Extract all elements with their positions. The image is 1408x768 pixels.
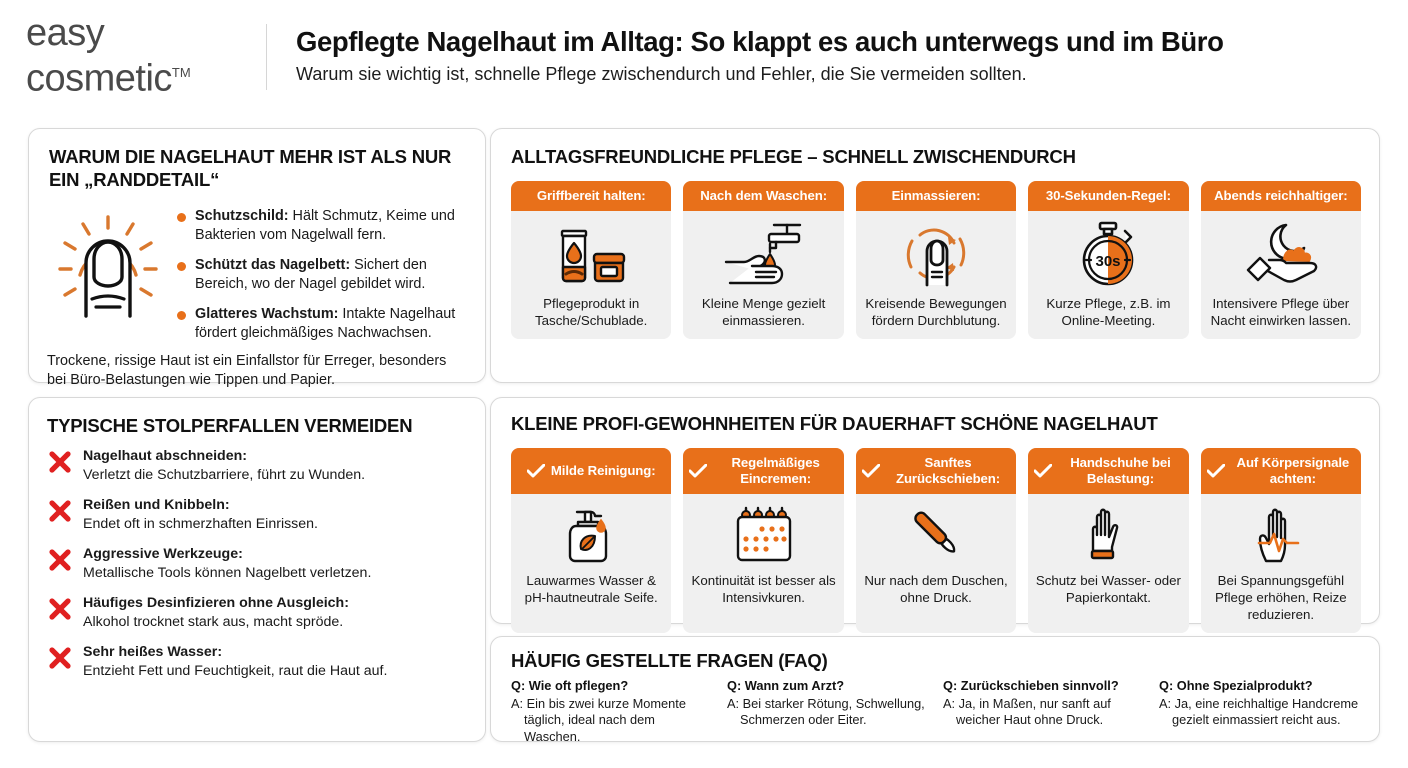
card-why-cuticle-matters xyxy=(28,128,486,388)
habits-tiles xyxy=(511,448,1361,633)
card-habits-title: KLEINE PROFI-GEWOHNHEITEN FÜR DAUERHAFT SCHÖNE NAGELHAUT xyxy=(511,413,1158,434)
care-tile-body xyxy=(511,211,671,339)
stopwatch-30s-icon xyxy=(1073,221,1143,287)
care-tiles xyxy=(511,181,1361,339)
faq-item xyxy=(1159,678,1361,745)
why-bullet-list xyxy=(177,205,467,343)
faq-answer: A: Bei starker Rötung, Schwellung, Schmerzen oder Eiter. xyxy=(727,695,925,727)
care-tile-head: Abends reichhaltiger: xyxy=(1201,181,1361,211)
habit-tile-body xyxy=(1028,494,1188,633)
avoid-item-title: Sehr heißes Wasser: xyxy=(83,644,223,660)
card-why-title: WARUM DIE NAGELHAUT MEHR IST ALS NUR EIN „RANDDETAIL“ xyxy=(49,146,452,190)
habit-tile-regelmaessiges-eincremen xyxy=(683,448,843,633)
card-common-mistakes xyxy=(28,397,486,742)
habit-tile-head-wrap xyxy=(683,448,843,494)
bullet-dot-icon xyxy=(177,311,186,320)
avoid-item-desc: Entzieht Fett und Feuchtigkeit, raut die Haut auf. xyxy=(83,662,388,679)
moon-hand-cream-icon xyxy=(1236,221,1326,287)
why-bullet-item xyxy=(177,256,467,294)
x-cross-icon xyxy=(47,645,73,671)
habit-tile-head-wrap xyxy=(511,448,671,494)
habit-tile-body xyxy=(1201,494,1361,633)
why-bullet-text xyxy=(195,256,467,294)
habit-tile-body xyxy=(511,494,671,633)
faq-item xyxy=(943,678,1145,745)
faq-question: Q: Wie oft pflegen? xyxy=(511,678,629,693)
habit-tile-caption: Kontinuität ist besser als Intensivkuren. xyxy=(691,573,836,605)
care-tile-nach-waschen xyxy=(683,181,843,339)
header-divider xyxy=(266,24,267,90)
why-bullet-text xyxy=(195,305,467,343)
card-avoid-title: TYPISCHE STOLPERFALLEN VERMEIDEN xyxy=(47,415,413,436)
soap-dispenser-leaf-icon xyxy=(561,504,621,564)
bullet-dot-icon xyxy=(177,262,186,271)
why-bullet-item xyxy=(177,305,467,343)
list-item xyxy=(47,447,467,484)
list-item xyxy=(47,496,467,533)
avoid-item-title: Häufiges Desinfizieren ohne Ausgleich: xyxy=(83,595,349,611)
care-tile-head: Einmassieren: xyxy=(856,181,1016,211)
avoid-list xyxy=(47,447,467,680)
avoid-item-title: Aggressive Werkzeuge: xyxy=(83,546,243,562)
care-tile-caption: Kleine Menge gezielt einmassieren. xyxy=(701,296,826,328)
why-footnote: Trockene, rissige Haut ist ein Einfallstor für Erreger, besonders bei Büro-Belastungen wie Tippen und Papier. xyxy=(47,353,447,388)
x-cross-icon xyxy=(47,547,73,573)
habit-tile-head-wrap xyxy=(1201,448,1361,494)
list-item xyxy=(47,545,467,582)
care-tile-caption: Kurze Pflege, z.B. im Online-Meeting. xyxy=(1046,296,1171,328)
brand-logo xyxy=(0,13,268,99)
care-tile-abends xyxy=(1201,181,1361,339)
cuticle-pusher-icon xyxy=(905,504,967,564)
card-care-title: ALLTAGSFREUNDLICHE PFLEGE – SCHNELL ZWISCHENDURCH xyxy=(511,146,1076,167)
brand-line-2 xyxy=(26,53,268,99)
faq-question: Q: Wann zum Arzt? xyxy=(727,678,845,693)
card-faq xyxy=(490,636,1380,742)
avoid-item-text xyxy=(83,545,371,582)
hand-pulse-icon xyxy=(1250,504,1312,564)
glove-icon xyxy=(1079,504,1137,564)
calendar-dots-icon xyxy=(733,504,795,564)
list-item xyxy=(47,643,467,680)
habit-tile-head-wrap xyxy=(1028,448,1188,494)
card-why-body xyxy=(47,205,467,343)
why-bullet-lead: Glatteres Wachstum: xyxy=(195,306,339,322)
care-tile-body xyxy=(683,211,843,339)
list-item xyxy=(47,594,467,631)
x-cross-icon xyxy=(47,449,73,475)
care-tile-body xyxy=(1028,211,1188,339)
page-subtitle: Warum sie wichtig ist, schnelle Pflege zwischendurch und Fehler, die Sie vermeiden sollten. xyxy=(296,64,1027,84)
avoid-item-text xyxy=(83,496,318,533)
faq-item xyxy=(511,678,713,745)
care-tile-caption: Pflegeprodukt in Tasche/Schublade. xyxy=(535,296,648,328)
faq-columns xyxy=(511,678,1361,745)
glowing-fingertip-icon xyxy=(47,205,169,343)
habit-tile-caption: Schutz bei Wasser- oder Papierkontakt. xyxy=(1035,573,1181,605)
faq-question: Q: Zurückschieben sinnvoll? xyxy=(943,678,1119,693)
check-icon xyxy=(689,464,707,478)
faq-item xyxy=(727,678,929,745)
x-cross-icon xyxy=(47,596,73,622)
care-tile-caption: Intensivere Pflege über Nacht einwirken lassen. xyxy=(1210,296,1352,328)
habit-tile-body xyxy=(683,494,843,633)
card-pro-habits xyxy=(490,397,1380,624)
avoid-item-text xyxy=(83,594,349,631)
faq-answer: A: Ja, in Maßen, nur sanft auf weicher Haut ohne Druck. xyxy=(943,695,1111,727)
avoid-item-title: Nagelhaut abschneiden: xyxy=(83,448,247,464)
care-tile-30-sekunden xyxy=(1028,181,1188,339)
circular-massage-fingertip-icon xyxy=(898,221,974,287)
habit-tile-head: Handschuhe bei Belastung: xyxy=(1070,454,1171,486)
cream-tube-and-jar-icon xyxy=(549,221,633,287)
habit-tile-caption: Lauwarmes Wasser & pH-hautneutrale Seife. xyxy=(524,573,658,605)
card-everyday-care xyxy=(490,128,1380,383)
trademark-mark: TM xyxy=(171,65,191,81)
faq-question: Q: Ohne Spezialprodukt? xyxy=(1159,678,1313,693)
why-bullet-lead: Schutzschild: xyxy=(195,208,289,224)
stopwatch-badge-text: 30s xyxy=(1095,253,1121,270)
avoid-item-desc: Verletzt die Schutzbarriere, führt zu Wunden. xyxy=(83,466,366,483)
x-cross-icon xyxy=(47,498,73,524)
care-tile-body xyxy=(1201,211,1361,339)
header xyxy=(0,0,1408,112)
why-bullet-item xyxy=(177,207,467,245)
why-bullet-rest: Sichert den Bereich, wo der Nagel gebildet wird. xyxy=(195,257,427,292)
avoid-item-title: Reißen und Knibbeln: xyxy=(83,497,230,513)
check-icon xyxy=(1034,464,1052,478)
faucet-hands-drop-icon xyxy=(720,221,808,287)
avoid-item-desc: Alkohol trocknet stark aus, macht spröde. xyxy=(83,613,344,630)
habit-tile-head: Sanftes Zurückschieben: xyxy=(896,454,1001,486)
check-icon xyxy=(1207,464,1225,478)
check-icon xyxy=(527,464,545,478)
care-tile-head: 30-Sekunden-Regel: xyxy=(1028,181,1188,211)
faq-answer: A: Ein bis zwei kurze Momente täglich, ideal nach dem Waschen. xyxy=(511,695,686,744)
habit-tile-sanftes-zurueckschieben xyxy=(856,448,1016,633)
habit-tile-koerpersignale xyxy=(1201,448,1361,633)
bullet-dot-icon xyxy=(177,213,186,222)
habit-tile-caption: Bei Spannungsgefühl Pflege erhöhen, Reize reduzieren. xyxy=(1215,573,1347,622)
habit-tile-caption: Nur nach dem Duschen, ohne Druck. xyxy=(864,573,1008,605)
habit-tile-head: Regelmäßiges Eincremen: xyxy=(731,454,820,486)
why-bullet-text xyxy=(195,207,467,245)
header-text-block xyxy=(268,25,1224,87)
care-tile-caption: Kreisende Bewegungen fördern Durchblutung. xyxy=(865,296,1007,328)
care-tile-head: Nach dem Waschen: xyxy=(683,181,843,211)
care-tile-body xyxy=(856,211,1016,339)
why-bullet-lead: Schützt das Nagelbett: xyxy=(195,257,351,273)
avoid-item-text xyxy=(83,643,387,680)
avoid-item-desc: Endet oft in schmerzhaften Einrissen. xyxy=(83,515,319,532)
care-tile-einmassieren xyxy=(856,181,1016,339)
why-bullet-rest: Intakte Nagelhaut fördert gleichmäßiges Nachwachsen. xyxy=(195,306,456,341)
habit-tile-head: Auf Körpersignale achten: xyxy=(1236,454,1350,486)
habit-tile-milde-reinigung xyxy=(511,448,671,633)
card-faq-title: HÄUFIG GESTELLTE FRAGEN (FAQ) xyxy=(511,650,828,671)
why-bullet-rest: Hält Schmutz, Keime und Bakterien vom Nagelwall fern. xyxy=(195,208,455,243)
habit-tile-handschuhe xyxy=(1028,448,1188,633)
habit-tile-head-wrap xyxy=(856,448,1016,494)
avoid-item-desc: Metallische Tools können Nagelbett verletzen. xyxy=(83,564,372,581)
habit-tile-body xyxy=(856,494,1016,633)
habit-tile-head: Milde Reinigung: xyxy=(550,462,656,478)
care-tile-head: Griffbereit halten: xyxy=(511,181,671,211)
brand-line-1: easy xyxy=(26,12,105,55)
care-tile-griffbereit xyxy=(511,181,671,339)
check-icon xyxy=(862,464,880,478)
faq-answer: A: Ja, eine reichhaltige Handcreme gezielt einmassiert reicht aus. xyxy=(1159,695,1359,727)
page-title: Gepflegte Nagelhaut im Alltag: So klappt es auch unterwegs und im Büro xyxy=(296,26,1224,57)
avoid-item-text xyxy=(83,447,365,484)
brand-line-2-text: cosmetic xyxy=(26,57,172,100)
